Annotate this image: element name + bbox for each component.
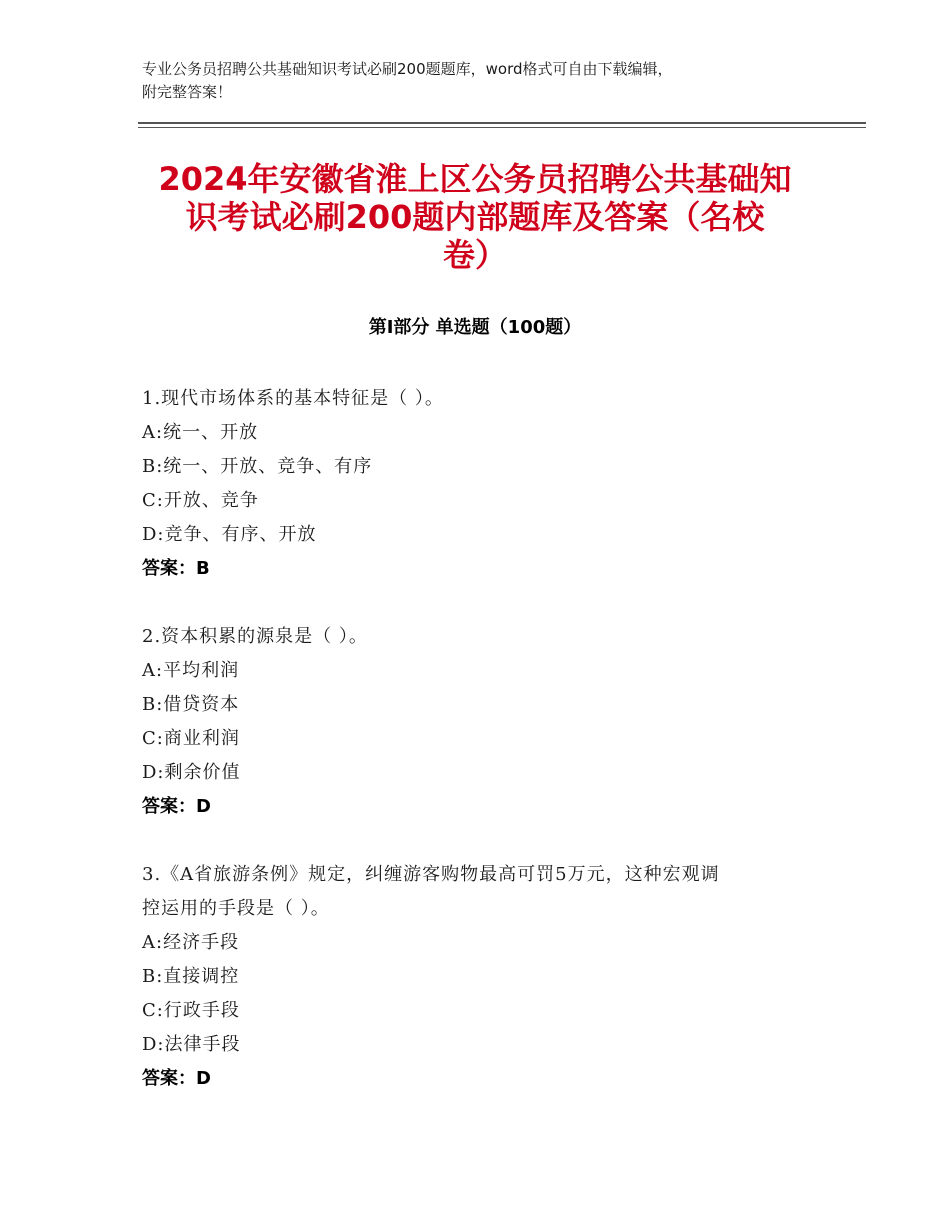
header-note [142,58,822,104]
answer: 答案：D [142,1068,211,1089]
question-stem: 2.资本积累的源泉是（ ）。 [142,626,368,647]
header-note-line-2: 附完整答案！ [142,83,233,101]
question-list [142,382,810,1130]
document-title-line-2: 识考试必刷200题内部题库及答案（名校 [185,198,765,236]
option-c: C:商业利润 [142,728,240,749]
question-2 [142,620,810,824]
section-heading: 第Ⅰ部分 单选题（100题） [368,317,582,338]
answer: 答案：B [142,558,210,579]
option-d: D:竞争、有序、开放 [142,524,317,545]
option-c: C:行政手段 [142,1000,240,1021]
header-note-line-1: 专业公务员招聘公共基础知识考试必刷200题题库，word格式可自由下载编辑， [142,60,673,78]
option-d: D:法律手段 [142,1034,241,1055]
question-3 [142,858,810,1096]
option-a: A:平均利润 [142,660,240,681]
option-a: A:经济手段 [142,932,240,953]
question-stem: 1.现代市场体系的基本特征是（ ）。 [142,388,444,409]
option-b: B:统一、开放、竞争、有序 [142,456,373,477]
option-c: C:开放、竞争 [142,490,259,511]
question-stem-line-2: 控运用的手段是（ ）。 [142,898,330,919]
option-b: B:直接调控 [142,966,240,987]
document-title-line-3: 卷） [442,236,507,274]
option-a: A:统一、开放 [142,422,259,443]
document-title-line-1: 2024年安徽省淮上区公务员招聘公共基础知 [158,160,792,198]
option-d: D:剩余价值 [142,762,241,783]
header-rule-thin [138,127,866,128]
question-1 [142,382,810,586]
answer: 答案：D [142,796,211,817]
header-rule-thick [138,122,866,124]
document-title [140,160,810,274]
option-b: B:借贷资本 [142,694,240,715]
question-stem-line-1: 3.《A省旅游条例》规定，纠缠游客购物最高可罚5万元，这种宏观调 [142,864,720,885]
